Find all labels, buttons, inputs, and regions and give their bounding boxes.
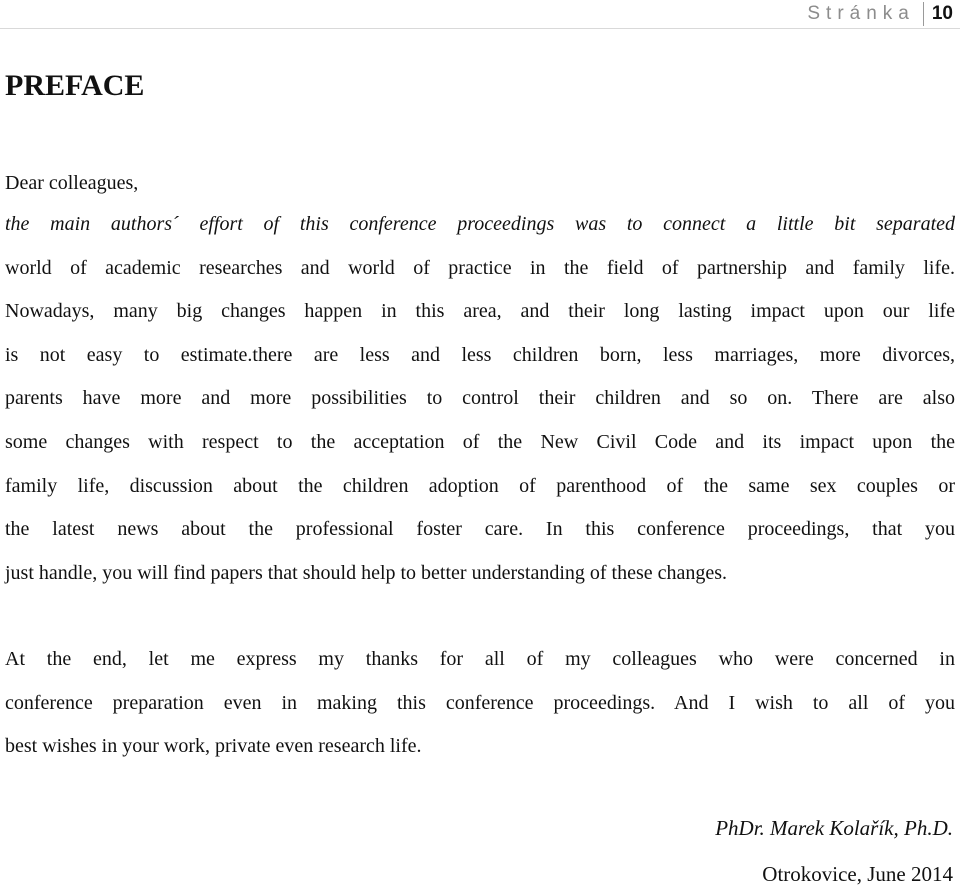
paragraph-line: parents have more and more possibilities to control their children and so on. There are also xyxy=(5,387,955,410)
greeting: Dear colleagues, xyxy=(5,172,139,194)
page-indicator xyxy=(807,2,953,26)
header-divider xyxy=(923,2,924,26)
paragraph-line: the main authors´ effort of this conference proceedings was to connect a little bit separated xyxy=(5,213,955,235)
paragraph-intro xyxy=(5,203,955,595)
paragraph-line: At the end, let me express my thanks for all of my colleagues who were concerned in xyxy=(5,648,955,670)
paragraph-line: is not easy to estimate.there are less and less children born, less marriages, more divorces, xyxy=(5,343,955,366)
author-signature: PhDr. Marek Kolařík, Ph.D. xyxy=(715,816,953,840)
paragraph-line: best wishes in your work, private even research life. xyxy=(5,735,422,758)
paragraph-line: just handle, you will find papers that should help to better understanding of these changes. xyxy=(5,561,728,584)
paragraph-line: Nowadays, many big changes happen in this area, and their long lasting impact upon our life xyxy=(5,300,955,323)
page-header xyxy=(0,0,960,29)
page-title: PREFACE xyxy=(5,69,145,102)
paragraph-line: conference preparation even in making this conference proceedings. And I wish to all of you xyxy=(5,691,955,714)
paragraph-line: the latest news about the professional foster care. In this conference proceedings, that you xyxy=(5,518,955,541)
paragraph-thanks xyxy=(5,638,955,769)
page-number: 10 xyxy=(931,3,953,24)
page-label: Stránka xyxy=(807,3,915,24)
paragraph-line: family life, discussion about the children adoption of parenthood of the same sex couples or xyxy=(5,474,955,497)
paragraph-line: world of academic researches and world of practice in the field of partnership and family life. xyxy=(5,256,955,279)
place-date: Otrokovice, June 2014 xyxy=(762,862,953,886)
paragraph-line: some changes with respect to the acceptation of the New Civil Code and its impact upon the xyxy=(5,430,955,453)
